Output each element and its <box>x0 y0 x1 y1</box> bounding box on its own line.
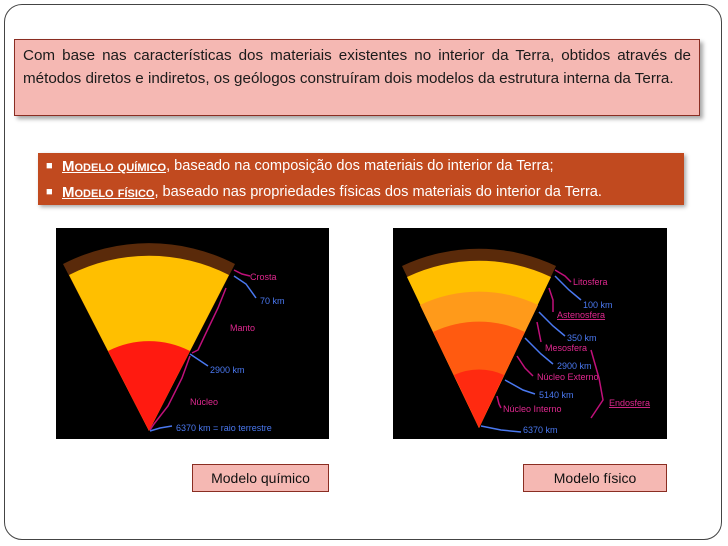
label-core: Núcleo <box>190 397 219 407</box>
caption-chemical-model <box>192 464 329 492</box>
physical-model-diagram <box>393 228 667 439</box>
models-list-box <box>38 153 684 205</box>
outer-core-pointer <box>517 356 533 376</box>
physical-model-term: Modelo físico <box>62 183 155 201</box>
label-outer-core: Núcleo Externo <box>537 372 599 382</box>
caption-physical-text: Modelo físico <box>553 470 637 486</box>
label-crust: Crosta <box>250 272 277 282</box>
caption-chemical-text: Modelo químico <box>211 470 310 486</box>
label-depth-2900: 2900 km <box>210 365 245 375</box>
label-inner-core: Núcleo Interno <box>503 404 562 414</box>
intro-text-box <box>14 39 700 116</box>
physical-model-description: , baseado nas propriedades físicas dos materiais do interior da Terra. <box>154 184 602 200</box>
depth-5140-pointer <box>505 380 535 394</box>
label-depth-5140: 5140 km <box>539 390 574 400</box>
label-asthenosphere: Astenosfera <box>557 310 606 320</box>
chemical-model-term: Modelo químico <box>62 157 167 175</box>
square-bullet-icon: ■ <box>46 186 53 198</box>
mesosphere-pointer <box>537 322 541 342</box>
inner-core-layer <box>454 369 504 428</box>
list-item-chemical-model <box>44 153 678 179</box>
intro-text: Com base nas características dos materiais existentes no interior da Terra, obtidos através de métodos diretos e indiretos, os geólogos construíram dois modelos da estrutura interna da Terra. <box>23 47 691 87</box>
label-depth-6370: 6370 km <box>523 425 558 435</box>
label-mesosphere: Mesosfera <box>545 343 588 353</box>
label-radius: 6370 km = raio terrestre <box>176 423 272 433</box>
label-depth-2900: 2900 km <box>557 361 592 371</box>
list-item-physical-model <box>44 179 678 205</box>
label-endosphere: Endosfera <box>609 398 651 408</box>
chemical-model-description: , baseado na composição dos materiais do interior da Terra; <box>166 158 554 174</box>
asthenosphere-pointer <box>549 288 553 312</box>
label-depth-350: 350 km <box>567 333 597 343</box>
depth-6370-pointer <box>150 426 172 431</box>
lithosphere-pointer <box>555 270 571 282</box>
label-lithosphere: Litosfera <box>573 277 608 287</box>
chemical-model-diagram <box>56 228 329 439</box>
crust-pointer-line <box>234 270 250 276</box>
depth-6370-pointer <box>481 426 521 432</box>
square-bullet-icon: ■ <box>46 160 53 172</box>
caption-physical-model <box>523 464 667 492</box>
inner-core-pointer <box>497 396 501 408</box>
endosphere-bracket <box>591 350 603 418</box>
depth-2900-pointer <box>190 354 208 366</box>
label-mantle: Manto <box>230 323 256 333</box>
label-depth-70: 70 km <box>260 296 285 306</box>
label-depth-100: 100 km <box>583 300 613 310</box>
